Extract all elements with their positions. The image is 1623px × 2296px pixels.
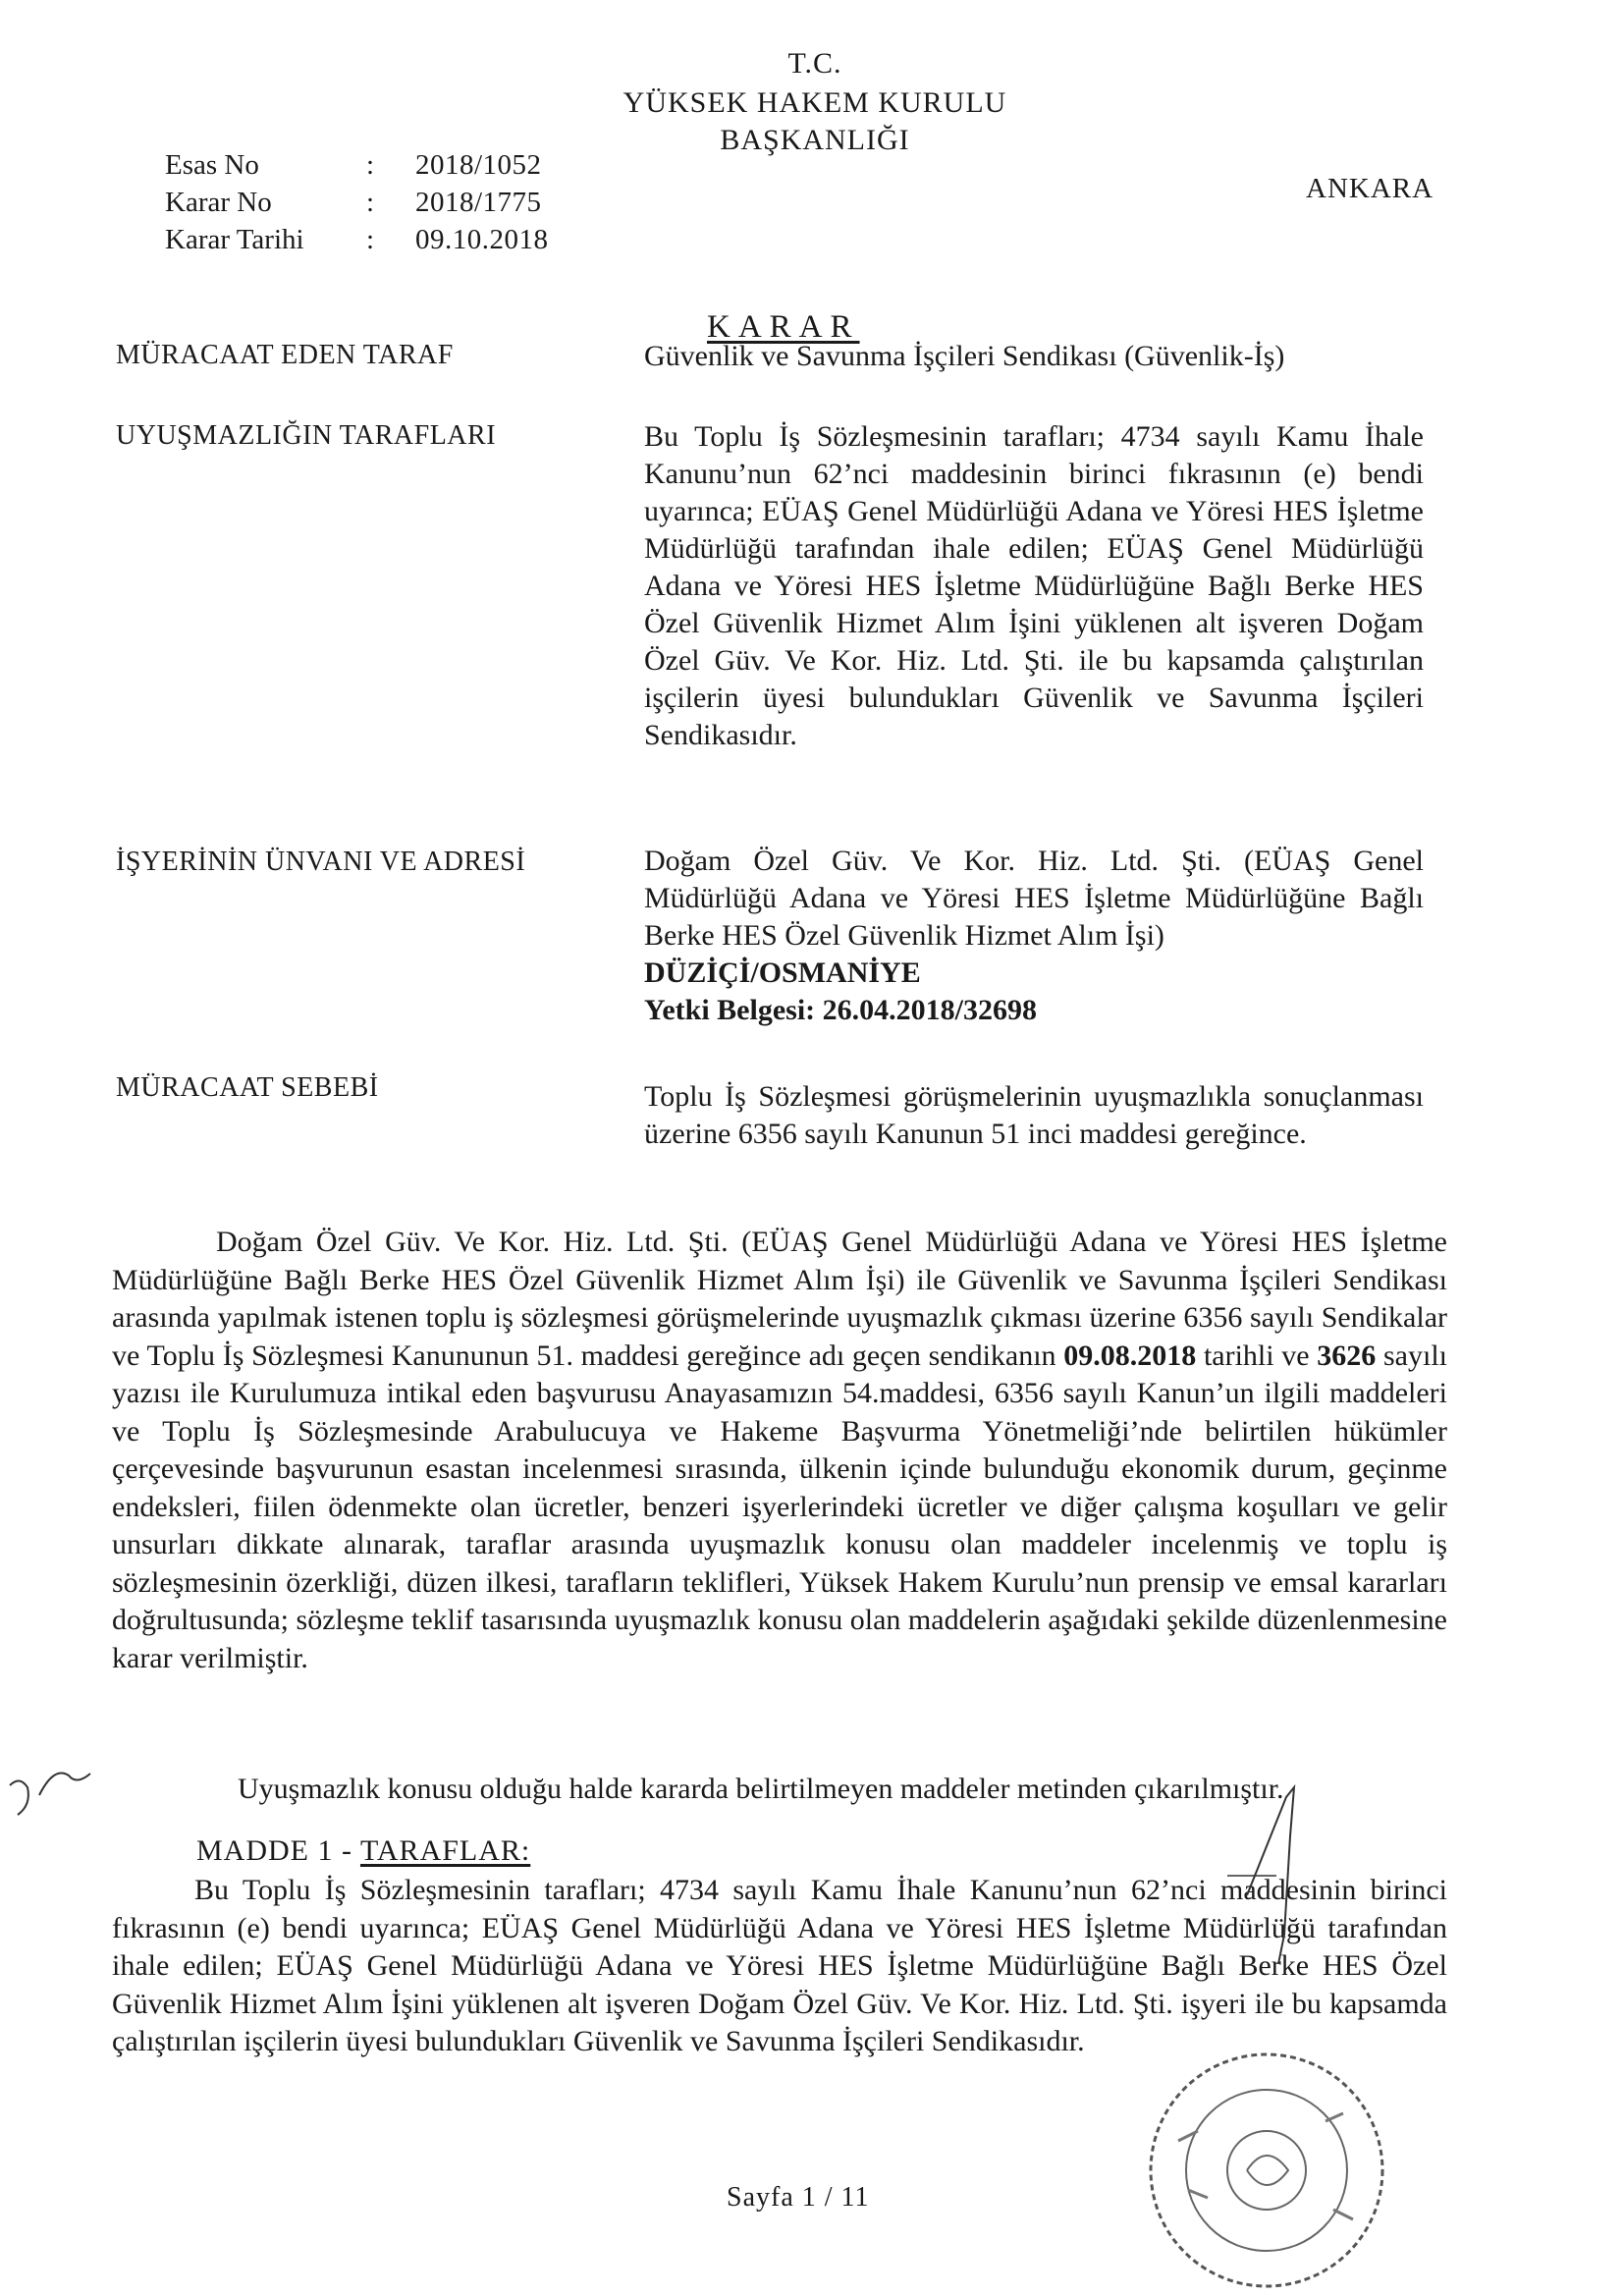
- article-number: MADDE 1 -: [196, 1834, 352, 1867]
- meta-label: Karar Tarihi: [165, 224, 304, 255]
- meta-karar-tarihi: [165, 224, 549, 256]
- applicant-label: MÜRACAAT EDEN TARAF: [116, 340, 454, 370]
- para1-part1: Doğam Özel Güv. Ve Kor. Hiz. Ltd. Şti. (EÜAŞ Genel Müdürlüğü Adana ve Yöresi HES İşletme Müdürlüğüne Bağlı Berke HES Özel Güvenlik Hizmet Alım İşi) ile Güvenlik ve Savunma İşçileri Sendikası arasında yapılmak istenen toplu iş sözleşmesi görüşmelerinde uyuşmazlık çıkması üzerine 6356 sayılı Sendikalar ve Toplu İş Sözleşmesi Kanununun 51. maddesi gereğince adı geçen sendikanın: [112, 1226, 1447, 1372]
- meta-karar-no: [165, 187, 542, 219]
- workplace-location: DÜZİÇİ/OSMANİYE: [644, 957, 921, 989]
- meta-colon: :: [366, 149, 375, 181]
- meta-value: 2018/1052: [415, 149, 542, 181]
- city: ANKARA: [1306, 173, 1434, 204]
- authority-certificate: Yetki Belgesi: 26.04.2018/32698: [644, 994, 1037, 1026]
- body-paragraph-1: [112, 1224, 1447, 1677]
- document-title: KARAR: [707, 309, 860, 345]
- workplace-text: Doğam Özel Güv. Ve Kor. Hiz. Ltd. Şti. (EÜAŞ Genel Müdürlüğü Adana ve Yöresi HES İşletme Müdürlüğüne Bağlı Berke HES Özel Güvenlik Hizmet Alım İşi): [644, 845, 1424, 952]
- reason-text: Toplu İş Sözleşmesi görüşmelerinin uyuşmazlıkla sonuçlanması üzerine 6356 sayılı Kanunun 51 inci maddesi gereğince.: [644, 1080, 1424, 1150]
- margin-initial-mark: [0, 1756, 98, 1825]
- meta-label: Karar No: [165, 187, 272, 218]
- article-title: TARAFLAR:: [359, 1834, 531, 1867]
- meta-value: 09.10.2018: [415, 224, 549, 255]
- page-number: Sayfa 1 / 11: [727, 2182, 870, 2213]
- meta-label: Esas No: [165, 149, 259, 181]
- meta-value: 2018/1775: [415, 187, 542, 218]
- article-1-heading: [196, 1834, 530, 1868]
- parties-label: UYUŞMAZLIĞIN TARAFLARI: [116, 420, 497, 451]
- workplace-label: İŞYERİNİN ÜNVANI VE ADRESİ: [116, 847, 526, 877]
- header-presidency: BAŞKANLIĞI: [720, 124, 910, 156]
- official-seal-icon: [1119, 2023, 1404, 2288]
- header-tc: T.C.: [787, 47, 842, 80]
- application-date: 09.08.2018: [1063, 1339, 1197, 1372]
- meta-esas-no: [165, 149, 542, 182]
- meta-colon: :: [366, 224, 375, 255]
- para1-part3: sayılı yazısı ile Kurulumuza intikal eden başvurusu Anayasamızın 54.maddesi, 6356 sayılı Kanun’un ilgili maddeleri ve Toplu İş Sözleşmesinde Arabulucuya ve Hakeme Başvurma Yönetmeliği’nde belirtilen hükümler çerçevesinde başvurunun esastan incelenmesi sırasında, ülkenin içinde bulunduğu ekonomik durum, geçinme endeksleri, fiilen ödenmekte olan ücretler, benzeri işyerlerindeki ücretler ve diğer çalışma koşulları ve gelir unsurları dikkate alınarak, taraflar arasında uyuşmazlık konusu olan maddeler incelenmiş ve toplu iş sözleşmesinin özerkliği, düzen ilkesi, tarafların teklifleri, Yüksek Hakem Kurulu’nun prensip ve emsal kararları doğrultusunda; sözleşme teklif tasarısında uyuşmazlık konusu olan maddelerin aşağıdaki şekilde düzenlenmesine karar verilmiştir.: [112, 1339, 1447, 1674]
- header-institution: YÜKSEK HAKEM KURULU: [622, 86, 1007, 119]
- meta-colon: :: [366, 187, 375, 218]
- letter-number: 3626: [1317, 1339, 1377, 1372]
- applicant-text: Güvenlik ve Savunma İşçileri Sendikası (Güvenlik-İş): [644, 340, 1285, 372]
- body-paragraph-2: Uyuşmazlık konusu olduğu halde kararda belirtilmeyen maddeler metinden çıkarılmıştır.: [238, 1773, 1284, 1805]
- para1-part2: tarihli ve: [1196, 1339, 1318, 1372]
- signature-mark: [1217, 1777, 1335, 1974]
- workplace-block: [644, 843, 1424, 1029]
- parties-text: Bu Toplu İş Sözleşmesinin tarafları; 4734 sayılı Kamu İhale Kanunu’nun 62’nci maddesinin birinci fıkrasının (e) bendi uyarınca; EÜAŞ Genel Müdürlüğü Adana ve Yöresi HES İşletme Müdürlüğü tarafından ihale edilen; EÜAŞ Genel Müdürlüğü Adana ve Yöresi HES İşletme Müdürlüğüne Bağlı Berke HES Özel Güvenlik Hizmet Alım İşini yüklenen alt işveren Doğam Özel Güv. Ve Kor. Hiz. Ltd. Şti. ile bu kapsamda çalıştırılan işçilerin üyesi bulundukları Güvenlik ve Savunma İşçileri Sendikasıdır.: [644, 420, 1424, 751]
- reason-label: MÜRACAAT SEBEBİ: [116, 1072, 379, 1103]
- article-1-text: Bu Toplu İş Sözleşmesinin tarafları; 4734 sayılı Kamu İhale Kanunu’nun 62’nci maddesinin birinci fıkrasının (e) bendi uyarınca; EÜAŞ Genel Müdürlüğü Adana ve Yöresi HES İşletme Müdürlüğü tarafından ihale edilen; EÜAŞ Genel Müdürlüğü Adana ve Yöresi HES İşletme Müdürlüğüne Bağlı Berke HES Özel Güvenlik Hizmet Alım İşini yüklenen alt işveren Doğam Özel Güv. Ve Kor. Hiz. Ltd. Şti. işyeri ile bu kapsamda çalıştırılan işçilerin üyesi bulundukları Güvenlik ve Savunma İşçileri Sendikasıdır.: [112, 1874, 1447, 2057]
